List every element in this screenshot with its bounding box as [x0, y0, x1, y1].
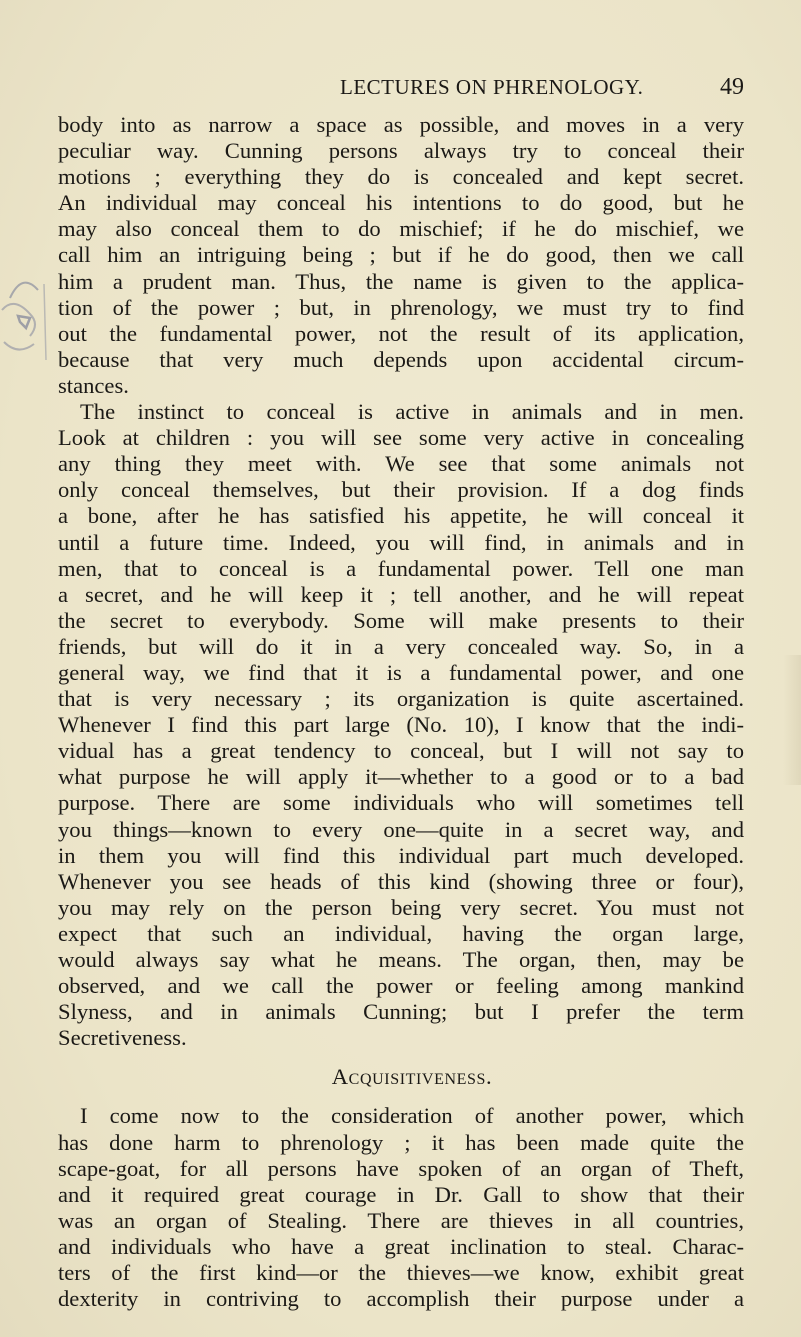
page-stain — [783, 655, 801, 785]
text-line: because that very much depends upon accidental circum- — [58, 346, 744, 372]
text-line: observed, and we call the power or feeling among mankind — [58, 973, 744, 999]
text-line: the secret to everybody. Some will make presents to their — [58, 607, 744, 633]
text-line: may also conceal them to do mischief; if he do mischief, we — [58, 216, 744, 242]
text-line: men, that to conceal is a fundamental power. Tell one man — [58, 555, 744, 581]
text-line: what purpose he will apply it—whether to a good or to a bad — [58, 764, 744, 790]
text-line: stances. — [58, 372, 129, 398]
text-line: a bone, after he has satisfied his appetite, he will conceal it — [58, 503, 744, 529]
library-stamp-icon — [0, 258, 52, 362]
text-line: has done harm to phrenology ; it has been made quite the — [58, 1129, 744, 1155]
text-line: and it required great courage in Dr. Gall to show that their — [58, 1181, 744, 1207]
text-line: Slyness, and in animals Cunning; but I prefer the term — [58, 999, 744, 1025]
paragraph-2 — [58, 399, 744, 1051]
text-line: Look at children : you will see some very active in concealing — [58, 425, 744, 451]
text-line: friends, but will do it in a very concealed way. So, in a — [58, 633, 744, 659]
text-line: Whenever I find this part large (No. 10), I know that the indi- — [58, 712, 744, 738]
text-line: him a prudent man. Thus, the name is given to the applica- — [58, 268, 744, 294]
text-line: purpose. There are some individuals who will sometimes tell — [58, 790, 744, 816]
text-line: motions ; everything they do is concealed and kept secret. — [58, 164, 744, 190]
text-line: vidual has a great tendency to conceal, but I will not say to — [58, 738, 744, 764]
text-line: was an organ of Stealing. There are thieves in all countries, — [58, 1207, 744, 1233]
text-line: a secret, and he will keep it ; tell another, and he will repeat — [58, 581, 744, 607]
page-number: 49 — [720, 74, 744, 100]
text-line: in them you will find this individual part much developed. — [58, 842, 744, 868]
text-line: would always say what he means. The organ, then, may be — [58, 947, 744, 972]
text-line: Whenever you see heads of this kind (showing three or four), — [58, 868, 744, 894]
text-line: scape-goat, for all persons have spoken of an organ of Theft, — [58, 1155, 744, 1181]
text-line: that is very necessary ; its organization is quite ascertained. — [58, 686, 744, 712]
text-line: only conceal themselves, but their provision. If a dog finds — [58, 477, 744, 503]
paragraph-1 — [58, 112, 744, 399]
text-line: you things—known to every one—quite in a secret way, and — [58, 816, 744, 842]
text-line: I come now to the consideration of another power, which — [80, 1103, 744, 1129]
page-header — [0, 74, 801, 104]
text-line: out the fundamental power, not the result of its application, — [58, 320, 744, 346]
text-line: An individual may conceal his intentions to do good, but he — [58, 190, 744, 216]
paragraph-3 — [58, 1103, 744, 1312]
text-line: Secretiveness. — [58, 1025, 187, 1051]
text-line: expect that such an individual, having the organ large, — [58, 920, 744, 946]
text-line: and individuals who have a great inclination to steal. Charac- — [58, 1233, 744, 1259]
running-head: LECTURES ON PHRENOLOGY. — [340, 75, 644, 99]
text-line: general way, we find that it is a fundamental power, and one — [58, 659, 744, 685]
text-line: ters of the first kind—or the thieves—we know, exhibit great — [58, 1260, 744, 1286]
text-line: tion of the power ; but, in phrenology, we must try to find — [58, 294, 744, 320]
text-line: you may rely on the person being very secret. You must not — [58, 894, 744, 920]
text-line: peculiar way. Cunning persons always try to conceal their — [58, 138, 744, 164]
text-line: dexterity in contriving to accomplish their purpose under a — [58, 1286, 744, 1312]
text-line: body into as narrow a space as possible, and moves in a very — [58, 112, 744, 137]
text-line: call him an intriguing being ; but if he do good, then we call — [58, 242, 744, 268]
text-line: until a future time. Indeed, you will find, in animals and in — [58, 529, 744, 555]
text-line: any thing they meet with. We see that some animals not — [58, 451, 744, 477]
section-heading: Acquisitiveness. — [331, 1064, 493, 1090]
text-line: The instinct to conceal is active in animals and in men. — [80, 399, 744, 425]
body-text — [58, 112, 744, 1312]
